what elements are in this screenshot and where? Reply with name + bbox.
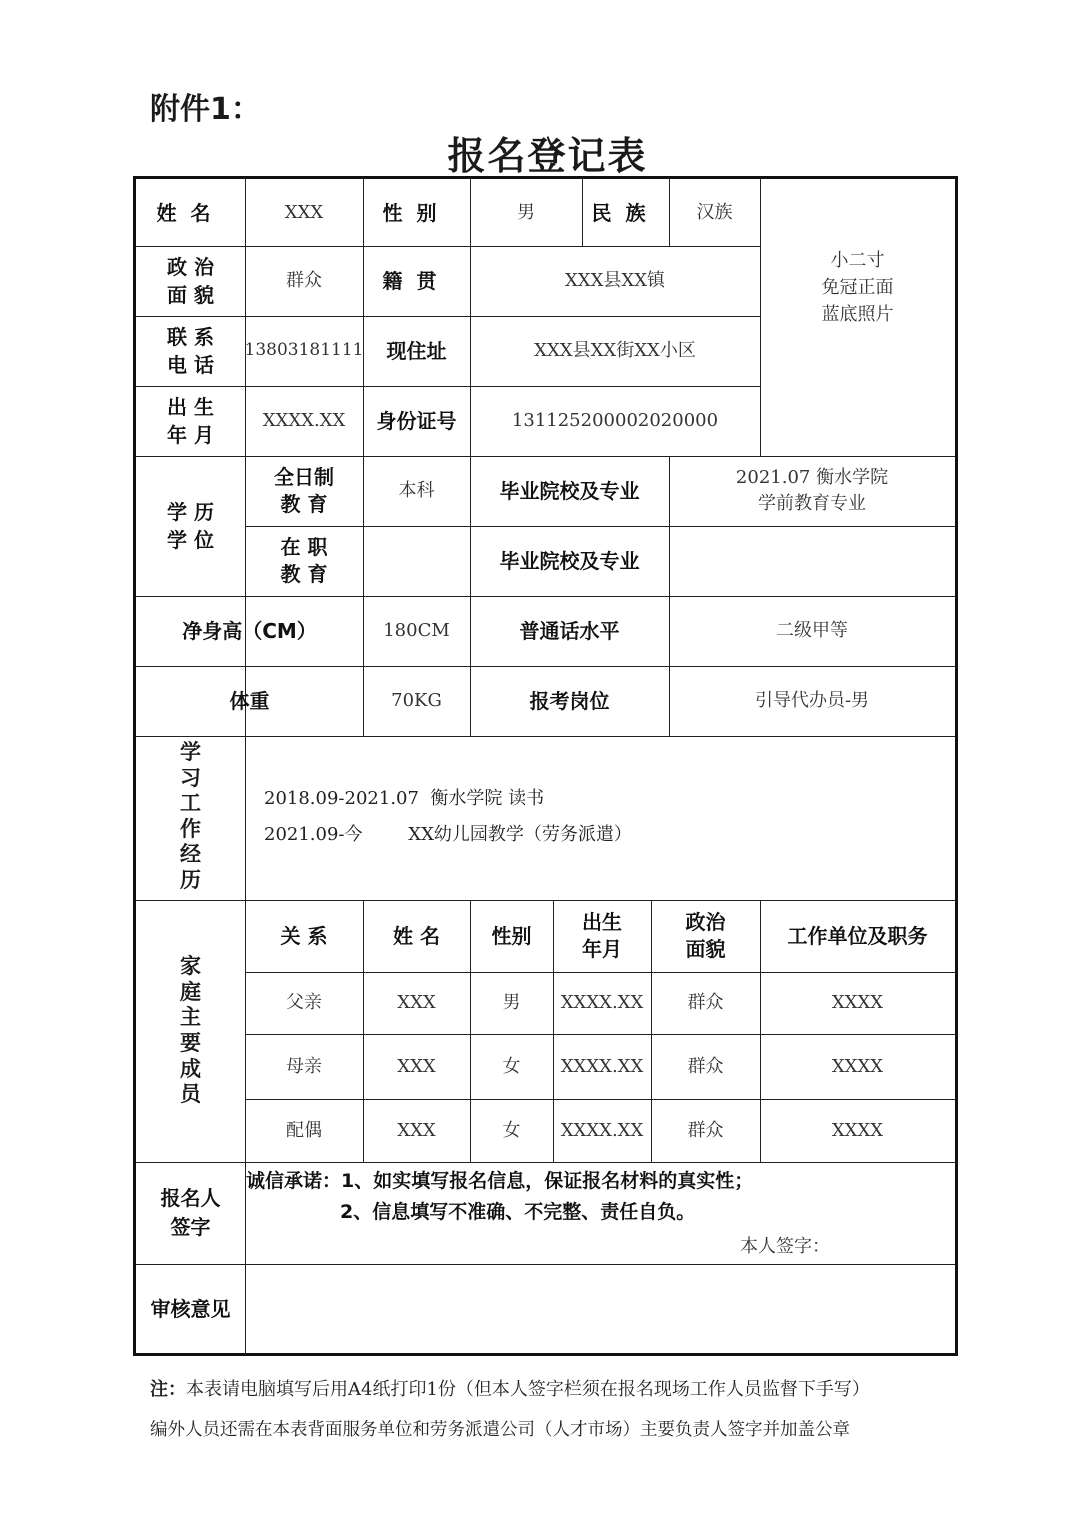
label-line: 面 貌: [167, 283, 214, 307]
family-label: [136, 900, 245, 1162]
ethnicity-value[interactable]: 汉族: [696, 201, 733, 223]
experience-line[interactable]: 2021.09-今 XX幼儿园教学（劳务派遣）: [264, 824, 632, 845]
family-relation[interactable]: 母亲: [286, 1055, 322, 1077]
label-line: 学 历: [167, 500, 214, 524]
gender-label: 性别: [382, 200, 451, 225]
parttime-school-label: 毕业院校及专业: [499, 549, 640, 573]
family-birth[interactable]: XXXX.XX: [560, 1119, 644, 1141]
ethnicity-label: 民族: [591, 200, 660, 225]
label-line: 政 治: [167, 255, 214, 279]
label-line: 全日制: [274, 465, 334, 489]
id-value[interactable]: 131125200002020000: [511, 410, 719, 432]
label-line: 教 育: [280, 562, 328, 586]
note-prefix: 注：: [150, 1379, 186, 1400]
label-char: 员: [180, 1082, 201, 1107]
label-char: 成: [180, 1056, 201, 1081]
height-label: 净身高（CM）: [182, 619, 317, 643]
photo-hint-line: 蓝底照片: [821, 304, 894, 325]
mandarin-value[interactable]: 二级甲等: [776, 620, 848, 642]
family-header-relation: 关 系: [280, 924, 328, 948]
origin-label: 籍贯: [382, 269, 451, 293]
origin-value[interactable]: XXX县XX镇: [564, 270, 666, 292]
politics-value[interactable]: 群众: [286, 270, 322, 292]
label-line: 面貌: [685, 937, 726, 961]
family-birth[interactable]: XXXX.XX: [560, 1055, 644, 1077]
label-line: 出 生: [167, 395, 214, 419]
family-header-birth: [553, 900, 651, 972]
label-line: 年 月: [167, 423, 214, 447]
footer-note: [150, 1375, 870, 1401]
label-char: 工: [180, 791, 201, 816]
review-content[interactable]: [245, 1264, 955, 1353]
label-char: 历: [180, 868, 201, 893]
family-work[interactable]: XXXX: [831, 1055, 884, 1077]
fulltime-degree[interactable]: 本科: [398, 480, 435, 502]
gender-value[interactable]: 男: [517, 201, 535, 223]
family-name[interactable]: XXX: [397, 1055, 436, 1077]
phone-value[interactable]: 13803181111: [244, 340, 364, 361]
form-title: 报名登记表: [447, 134, 648, 178]
family-politics[interactable]: 群众: [687, 1055, 724, 1077]
label-line: 在 职: [280, 535, 328, 559]
height-value[interactable]: 180CM: [383, 620, 450, 642]
family-header-work: 工作单位及职务: [787, 924, 928, 948]
label-char: 家: [180, 954, 201, 979]
position-value[interactable]: 引导代办员-男: [754, 690, 870, 712]
label-line: 签字: [170, 1215, 211, 1239]
family-name[interactable]: XXX: [397, 1119, 436, 1141]
family-name[interactable]: XXX: [397, 992, 436, 1014]
label-line: 教 育: [280, 492, 328, 516]
value-line: 2021.07 衡水学院: [735, 466, 889, 488]
sign-here-label[interactable]: 本人签字：: [740, 1236, 830, 1257]
review-label: 审核意见: [150, 1296, 231, 1321]
pledge-line: 2、信息填写不准确、不完整、责任自负。: [340, 1201, 696, 1223]
label-char: 庭: [180, 979, 201, 1004]
family-politics[interactable]: 群众: [687, 1119, 724, 1141]
label-line: 学 位: [167, 528, 214, 552]
family-gender[interactable]: 女: [502, 1119, 521, 1141]
note-text: 本表请电脑填写后用A4纸打印1份（但本人签字栏须在报名现场工作人员监督下手写）: [186, 1379, 870, 1400]
footer-note: 编外人员还需在本表背面服务单位和劳务派遣公司（人才市场）主要负责人签字并加盖公章: [150, 1420, 850, 1440]
label-char: 要: [180, 1031, 201, 1055]
label-char: 习: [180, 765, 201, 790]
photo-hint-line: 小二寸: [830, 250, 885, 271]
family-header-politics: [651, 900, 760, 972]
photo-hint-line: 免冠正面: [821, 277, 894, 298]
family-work[interactable]: XXXX: [831, 992, 884, 1014]
birth-value[interactable]: XXXX.XX: [262, 410, 346, 432]
label-line: 报名人: [160, 1186, 221, 1210]
attachment-label: 附件1：: [150, 92, 261, 127]
family-header-name: 姓 名: [393, 924, 440, 948]
label-char: 主: [180, 1005, 201, 1030]
label-line: 出生: [582, 910, 622, 934]
mandarin-label: 普通话水平: [519, 619, 620, 643]
weight-label: 体重: [229, 689, 270, 713]
family-relation[interactable]: 配偶: [286, 1119, 322, 1141]
label-char: 经: [180, 842, 201, 867]
label-line: 电 话: [167, 353, 214, 377]
family-gender[interactable]: 女: [502, 1055, 521, 1077]
position-label: 报考岗位: [529, 689, 610, 713]
id-label: 身份证号: [376, 409, 457, 433]
label-char: 学: [180, 740, 201, 764]
family-header-gender: 性别: [491, 924, 532, 948]
experience-line[interactable]: 2018.09-2021.07 衡水学院 读书: [264, 788, 545, 809]
family-gender[interactable]: 男: [502, 992, 521, 1014]
family-birth[interactable]: XXXX.XX: [560, 992, 644, 1014]
family-relation[interactable]: 父亲: [286, 992, 322, 1014]
label-char: 作: [180, 816, 201, 841]
family-work[interactable]: XXXX: [831, 1119, 884, 1141]
value-line: 学前教育专业: [758, 493, 866, 514]
name-value[interactable]: XXX: [284, 201, 324, 223]
fulltime-school-label: 毕业院校及专业: [499, 479, 640, 503]
family-politics[interactable]: 群众: [687, 992, 724, 1014]
signature-label: [136, 1162, 245, 1264]
address-label: 现住址: [386, 339, 447, 363]
name-label: 姓名: [156, 200, 225, 225]
label-line: 联 系: [167, 325, 214, 349]
pledge-line: 诚信承诺：1、如实填写报名信息，保证报名材料的真实性；: [246, 1170, 754, 1192]
address-value[interactable]: XXX县XX街XX小区: [534, 340, 696, 362]
weight-value[interactable]: 70KG: [391, 690, 442, 712]
label-line: 政治: [685, 910, 726, 934]
label-line: 年月: [582, 937, 622, 961]
